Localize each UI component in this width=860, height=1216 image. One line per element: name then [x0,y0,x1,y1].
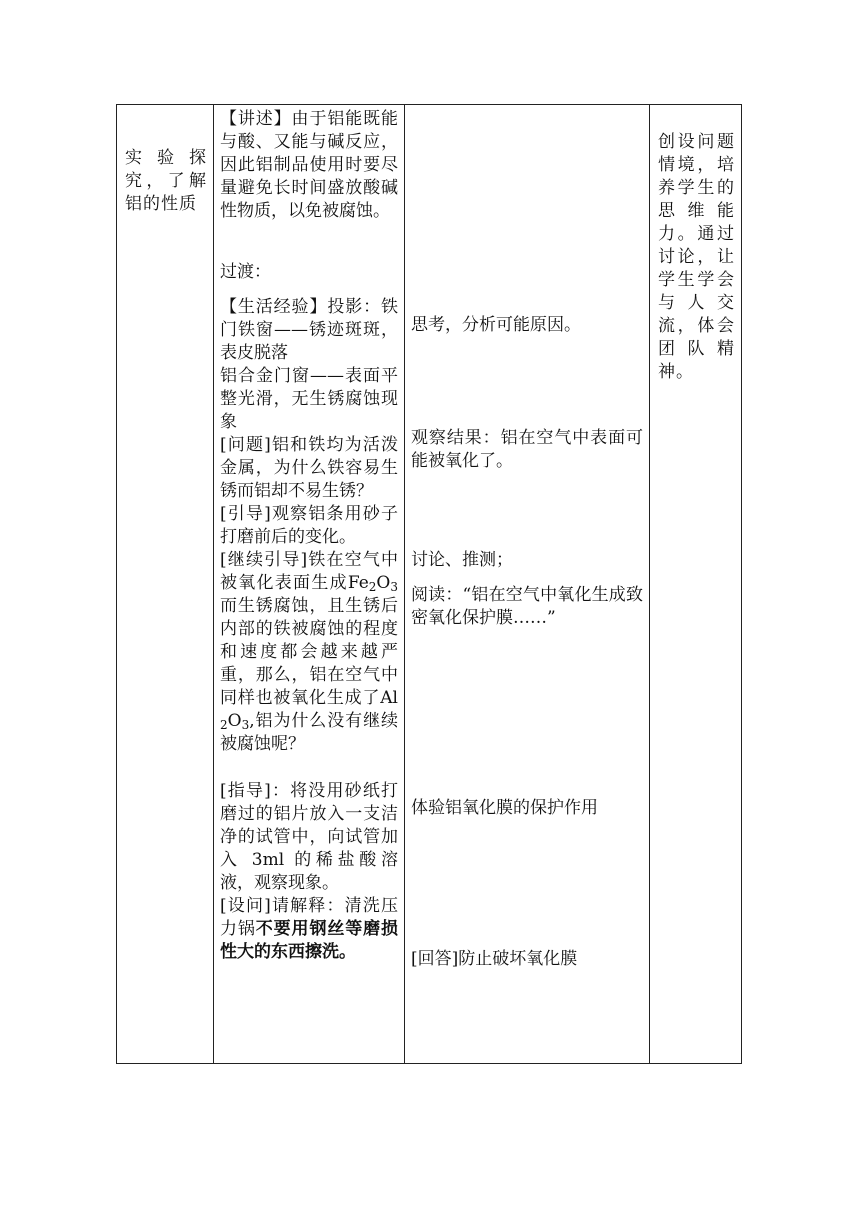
instruct-text: [指导]：将没用砂纸打磨过的铝片放入一支洁净的试管中，向试管加入 3ml 的稀盐酸溶液，观察现象。 [220,781,398,893]
student-activity-cell [405,105,650,1064]
experience-text: 体验铝氧化膜的保护作用 [411,798,598,818]
discuss-text: 讨论、推测； [411,550,513,570]
continue-guide-text: [继续引导]铁在空气中被氧化表面生成$Fe_2O_3$而生锈腐蚀，且生锈后内部的铁被腐蚀的程度和速度都会越来越严重，那么，铝在空气中同样也被氧化生成了$Al_2O_3$,铝为什么没有继续被腐蚀呢？ [220,550,398,754]
teacher-activity-cell [214,105,405,1064]
lesson-plan-table [116,104,742,1064]
ask-text: [设问]请解释：清洗压力锅不要用钢丝等磨损性大的东西擦洗。 [220,896,399,962]
think-text: 思考，分析可能原因。 [411,315,581,335]
life-experience-text: 【生活经验】投影：铁门铁窗——锈迹斑斑，表皮脱落 [220,297,398,363]
design-purpose-cell [650,105,742,1064]
ask-bold-text: 不要用钢丝等磨损性大的东西擦洗。 [220,919,399,962]
read-text: 阅读：“铝在空气中氧化生成致密氧化保护膜……” [411,585,643,628]
design-purpose-text: 创设问题情境，培养学生的思维能力。通过讨论，让学生学会与人交流，体会团队精神。 [658,132,735,382]
transition-text: 过渡： [220,262,271,282]
question-text: [问题]铝和铁均为活泼金属，为什么铁容易生锈而铝却不易生锈？ [220,435,398,501]
table-row [117,105,742,1064]
answer-text: [回答]防止破坏氧化膜 [411,949,578,969]
guide-text: [引导]观察铝条用砂子打磨前后的变化。 [220,504,398,547]
section-title: 实验探究，了解铝的性质 [125,148,207,214]
lecture-text: 【讲述】由于铝能既能与酸、又能与碱反应，因此铝制品使用时要尽量避免长时间盛放酸碱性物质，以免被腐蚀。 [220,109,398,221]
life-experience-text-2: 铝合金门窗——表面平整光滑，无生锈腐蚀现象 [220,366,398,432]
section-cell [117,105,214,1064]
observe-text: 观察结果：铝在空气中表面可能被氧化了。 [411,428,643,471]
